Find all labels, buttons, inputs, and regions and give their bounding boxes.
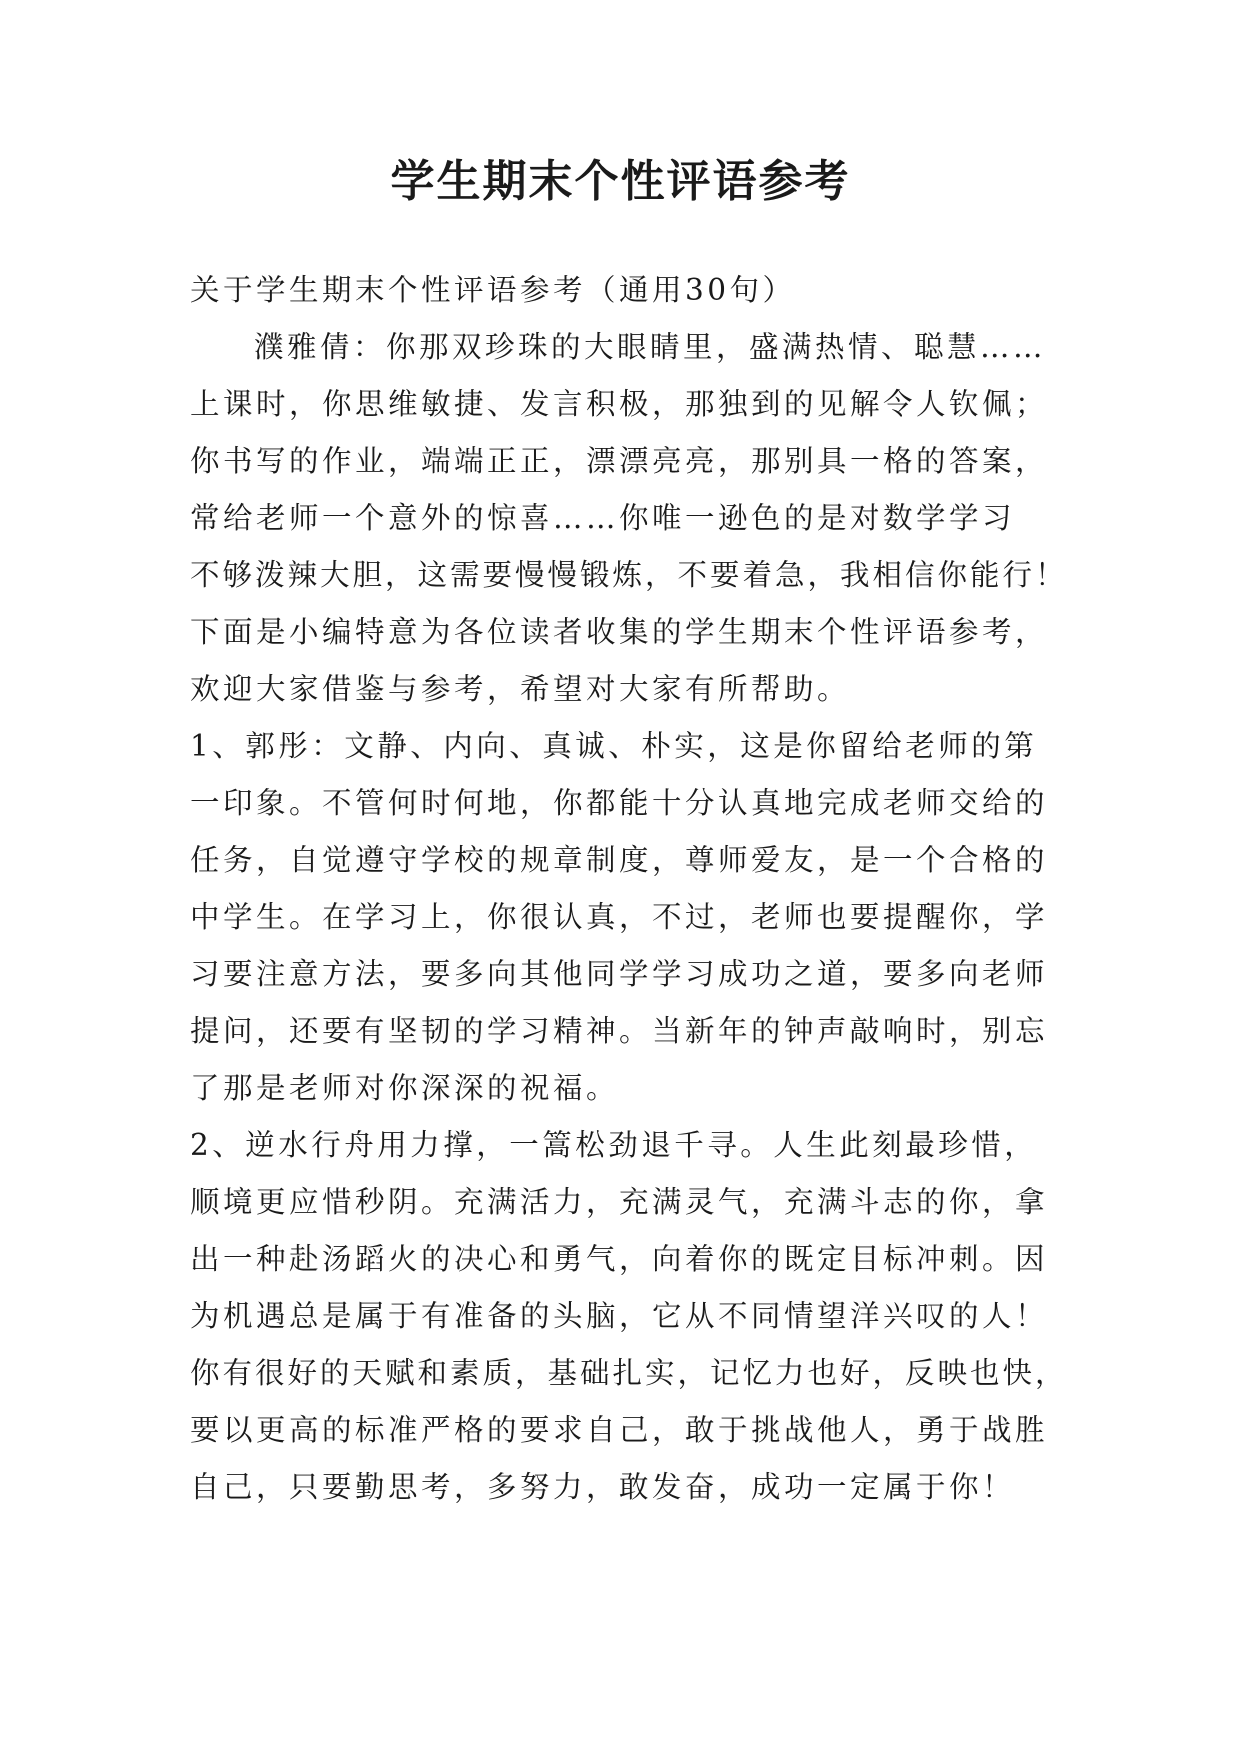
paragraph-line: 下面是小编特意为各位读者收集的学生期末个性评语参考， [190,615,1049,649]
comment-1-line: 习要注意方法，要多向其他同学学习成功之道，要多向老师 [190,957,1049,991]
page-title: 学生期末个性评语参考 [390,156,851,207]
comment-1-line: 1、郭彤：文静、内向、真诚、朴实，这是你留给老师的第 [190,729,1038,763]
comment-2-line: 2、逆水行舟用力撑，一篙松劲退千寻。人生此刻最珍惜， [190,1128,1038,1162]
comment-2-line: 顺境更应惜秒阴。充满活力，充满灵气，充满斗志的你，拿 [190,1185,1049,1219]
comment-1-line: 中学生。在学习上，你很认真，不过，老师也要提醒你，学 [190,900,1049,934]
document-body [190,262,1070,1516]
paragraph-line: 上课时，你思维敏捷、发言积极，那独到的见解令人钦佩； [190,387,1049,421]
paragraph-line: 濮雅倩：你那双珍珠的大眼睛里，盛满热情、聪慧…… [254,330,1047,364]
comment-1-line: 提问，还要有坚韧的学习精神。当新年的钟声敲响时，别忘 [190,1014,1049,1048]
comment-1-line: 任务，自觉遵守学校的规章制度，尊师爱友，是一个合格的 [190,843,1049,877]
comment-1-line: 一印象。不管何时何地，你都能十分认真地完成老师交给的 [190,786,1049,820]
comment-2-line: 为机遇总是属于有准备的头脑，它从不同情望洋兴叹的人！ [190,1299,1049,1333]
comment-2-line: 自己，只要勤思考，多努力，敢发奋，成功一定属于你！ [190,1470,1016,1504]
comment-2-line: 出一种赴汤蹈火的决心和勇气，向着你的既定目标冲刺。因 [190,1242,1049,1276]
paragraph-line: 不够泼辣大胆，这需要慢慢锻炼，不要着急，我相信你能行！ [190,558,1068,592]
comment-1-line: 了那是老师对你深深的祝福。 [190,1071,620,1105]
paragraph-line: 常给老师一个意外的惊喜……你唯一逊色的是对数学学习 [190,501,1016,535]
comment-2-line: 你有很好的天赋和素质，基础扎实，记忆力也好，反映也快， [190,1356,1068,1390]
paragraph-line: 欢迎大家借鉴与参考，希望对大家有所帮助。 [190,672,851,706]
intro-heading-line: 关于学生期末个性评语参考（通用30句） [190,273,796,307]
comment-2-line: 要以更高的标准严格的要求自己，敢于挑战他人，勇于战胜 [190,1413,1049,1447]
paragraph-line: 你书写的作业，端端正正，漂漂亮亮，那别具一格的答案， [190,444,1049,478]
